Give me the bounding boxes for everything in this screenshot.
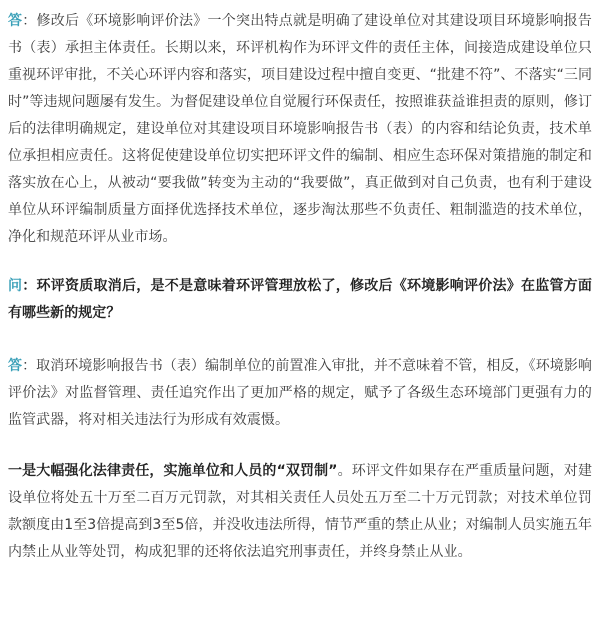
point-lead: 一是大幅强化法律责任，实施单位和人员的“双罚制” bbox=[8, 463, 338, 479]
question-paragraph-2 bbox=[8, 273, 592, 327]
answer-tag: 答 bbox=[8, 13, 23, 29]
paragraph-spacer bbox=[8, 251, 592, 273]
question-text: ：环评资质取消后，是不是意味着环评管理放松了，修改后《环境影响评价法》在监管方面有哪些新的规定？ bbox=[8, 278, 592, 321]
paragraph-spacer bbox=[8, 434, 592, 458]
question-tag: 问 bbox=[8, 278, 23, 294]
answer-text: ：取消环境影响报告书（表）编制单位的前置准入审批，并不意味着不管，相反，《环境影响评价法》对监督管理、责任追究作出了更加严格的规定，赋予了各级生态环境部门更强有力的监管武器，将对相关违法行为形成有效震慑。 bbox=[8, 358, 592, 428]
paragraph-spacer bbox=[8, 327, 592, 353]
answer-text: ：修改后《环境影响评价法》一个突出特点就是明确了建设单位对其建设项目环境影响报告书（表）承担主体责任。长期以来，环评机构作为环评文件的责任主体，间接造成建设单位只重视环评审批，不关心环评内容和落实，项目建设过程中擅自变更、“批建不符”、不落实“三同时”等违规问题屡有发生。为督促建设单位自觉履行环保责任，按照谁获益谁担责的原则，修订后的法律明确规定，建设单位对其建设项目环境影响报告书（表）的内容和结论负责，技术单位承担相应责任。这将促使建设单位切实把环评文件的编制、相应生态环保对策措施的制定和落实放在心上，从被动“要我做”转变为主动的“我要做”，真正做到对自己负责，也有利于建设单位从环评编制质量方面择优选择技术单位，逐步淘汰那些不负责任、粗制滥造的技术单位，净化和规范环评从业市场。 bbox=[8, 13, 592, 245]
answer-tag: 答 bbox=[8, 358, 23, 374]
answer-paragraph-2 bbox=[8, 353, 592, 434]
point-text: 。环评文件如果存在严重质量问题，对建设单位将处五十万至二百万元罚款，对其相关责任人员处五万至二十万元罚款；对技术单位罚款额度由1至3倍提高到3至5倍，并没收违法所得，情节严重的禁止从业；对编制人员实施五年内禁止从业等处罚，构成犯罪的还将依法追究刑事责任，并终身禁止从业。 bbox=[8, 463, 592, 560]
point-paragraph-1 bbox=[8, 458, 592, 566]
answer-paragraph-1 bbox=[8, 8, 592, 251]
